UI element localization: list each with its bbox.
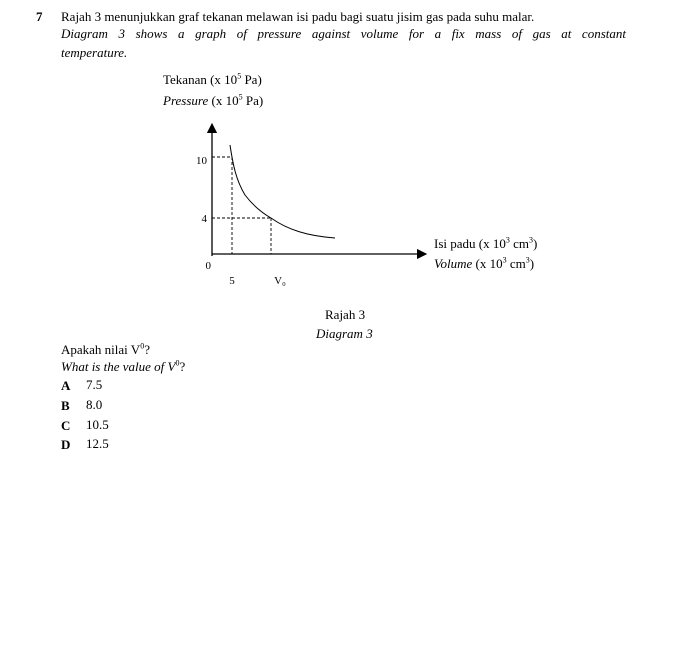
option-letter: A — [61, 378, 71, 393]
x-tick-label-5: 5 — [229, 275, 235, 287]
y-tick-label-10: 10 — [196, 155, 207, 167]
pressure-volume-curve — [230, 145, 335, 238]
option-b[interactable] — [61, 397, 103, 415]
x-axis-label-malay: Isi padu (x $10^3$ $cm^3$) — [434, 235, 538, 251]
option-letter: D — [61, 437, 71, 452]
question-text-english: Diagram 3 shows a graph of pressure against volume for a fix mass of gas at constant — [61, 26, 626, 41]
diagram-caption-malay: Rajah 3 — [325, 307, 366, 322]
option-a[interactable] — [61, 377, 103, 395]
option-value: 12.5 — [86, 436, 109, 451]
prompt-malay: Apakah nilai $V^0$? — [61, 341, 150, 357]
prompt-english: What is the value of $V^0$? — [61, 358, 186, 374]
option-value: 8.0 — [86, 397, 103, 412]
y-tick-label-4: 4 — [201, 213, 207, 225]
question-text-english-cont: temperature. — [61, 45, 128, 60]
question-number: 7 — [36, 9, 43, 24]
option-value: 10.5 — [86, 417, 109, 432]
y-axis-label-malay: Tekanan (x $10^5$ Pa) — [163, 71, 262, 87]
origin-label: 0 — [205, 260, 211, 272]
option-value: 7.5 — [86, 377, 103, 392]
diagram-caption-english: Diagram 3 — [316, 326, 373, 341]
option-letter: C — [61, 418, 71, 433]
x-axis-label-english: Volume (x $10^3$ $cm^3$) — [434, 255, 535, 271]
option-d[interactable] — [61, 436, 109, 454]
question-text-malay: Rajah 3 menunjukkan graf tekanan melawan isi padu bagi suatu jisim gas pada suhu malar. — [61, 9, 535, 24]
x-tick-label-v0: V₀ — [274, 275, 286, 287]
option-letter: B — [61, 398, 70, 413]
y-axis-label-english: Pressure (x $10^5$ Pa) — [163, 92, 264, 108]
option-c[interactable] — [61, 417, 109, 435]
